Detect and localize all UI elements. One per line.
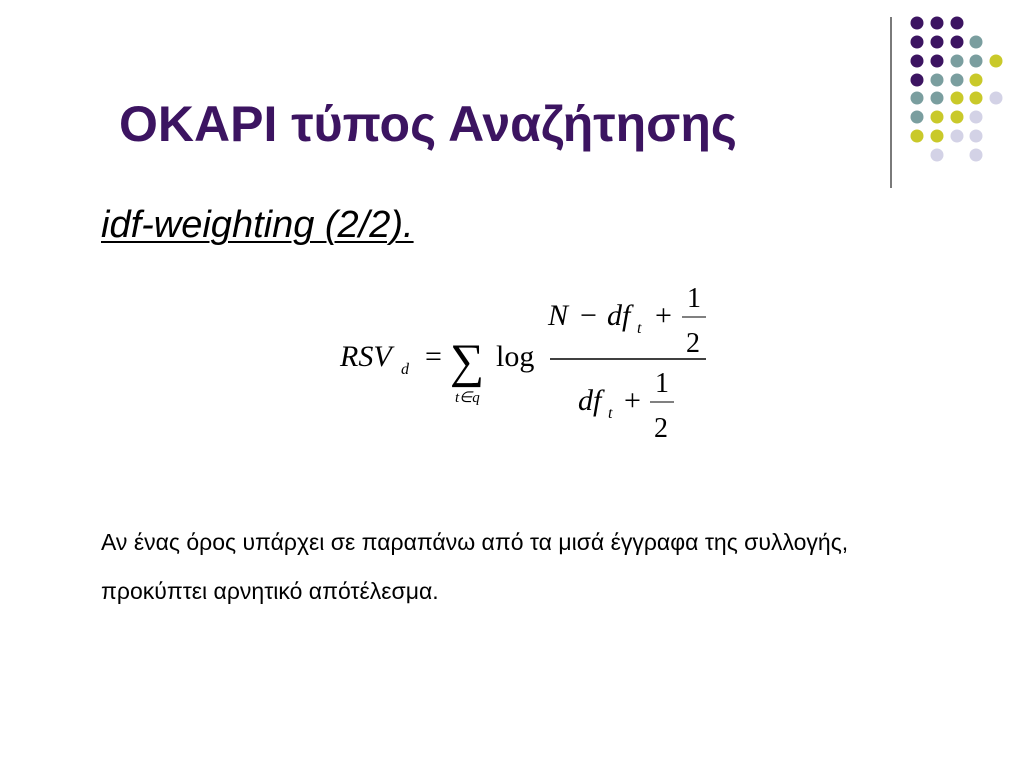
dot [951,36,964,49]
dot [951,130,964,143]
dot [970,36,983,49]
dot [931,92,944,105]
formula-denominator-plus: + [624,384,641,417]
dot [951,92,964,105]
dot [931,149,944,162]
formula-numerator-one: 1 [687,283,701,314]
dot [931,74,944,87]
formula-rsv-subscript: d [401,361,409,378]
dot [931,55,944,68]
formula-numerator-df-subscript: t [637,320,642,337]
dot [911,74,924,87]
rsv-formula [330,270,730,450]
formula-denominator-df: df [578,384,602,417]
formula-numerator-minus: − [580,299,597,332]
dot [911,17,924,30]
dot [951,111,964,124]
vertical-divider [890,17,892,188]
dot [970,130,983,143]
dot [931,130,944,143]
formula-log: log [496,340,535,373]
formula-equals: = [425,340,442,373]
dot [911,130,924,143]
dot [911,36,924,49]
formula-numerator-df: df [607,299,631,332]
body-paragraph: Αν ένας όρος υπάρχει σε παραπάνω από τα μισά έγγραφα της συλλογής, προκύπτει αρνητικό απότέλεσμα. [101,529,849,604]
dot [990,92,1003,105]
formula-denominator-two: 2 [654,413,668,444]
dot [951,17,964,30]
dot [970,149,983,162]
dot [911,111,924,124]
dot [990,55,1003,68]
formula-numerator-plus: + [655,299,672,332]
formula-denominator-df-subscript: t [608,405,613,422]
dot [970,55,983,68]
dot [970,74,983,87]
dot [931,111,944,124]
formula-sum-symbol: ∑ [450,335,485,388]
dot [970,92,983,105]
dot [931,17,944,30]
dot [970,111,983,124]
dot [931,36,944,49]
formula-denominator-one: 1 [655,368,669,399]
formula-numerator-two: 2 [686,328,700,359]
dot [951,74,964,87]
formula-sum-subscript: t∈q [455,390,480,406]
formula-numerator-n: N [548,299,569,332]
dot [911,55,924,68]
slide-title: OKAPI τύπος Αναζήτησης [119,96,737,152]
dot [951,55,964,68]
dot [911,92,924,105]
slide-subtitle: idf-weighting (2/2). [101,204,414,246]
formula-rsv: RSV [340,340,392,373]
